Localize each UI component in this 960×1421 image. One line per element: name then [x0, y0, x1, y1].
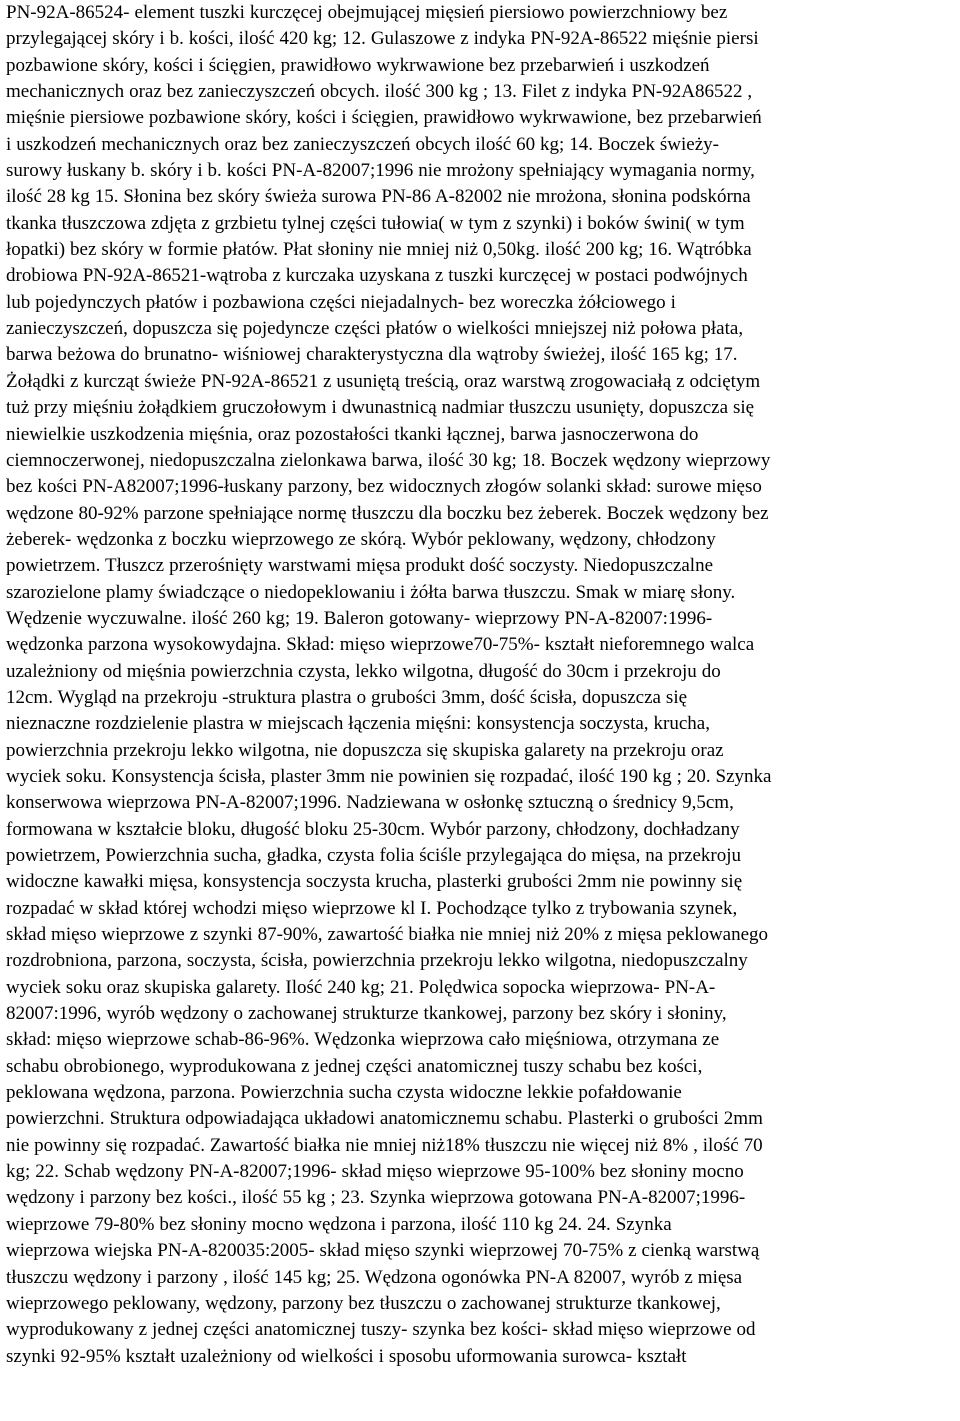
document-text-line: wyciek soku oraz skupiska galarety. Ilość 240 kg; 21. Polędwica sopocka wieprzowa- PN-A-	[6, 976, 716, 998]
document-text-line: powierzchni. Struktura odpowiadająca układowi anatomicznemu schabu. Plasterki o grubości 2mm	[6, 1108, 763, 1130]
document-text-line: wyprodukowany z jednej części anatomicznej tuszy- szynka bez kości- skład mięso wieprzowe od	[6, 1319, 756, 1341]
document-text-line: Żołądki z kurcząt świeże PN-92A-86521 z usuniętą treścią, oraz warstwą zrogowaciałą z odciętym	[6, 370, 761, 392]
document-text-line: żeberek- wędzonka z boczku wieprzowego ze skórą. Wybór peklowany, wędzony, chłodzony	[6, 528, 716, 550]
document-text-line: wędzonka parzona wysokowydajna. Skład: mięso wieprzowe70-75%- kształt nieforemnego walca	[6, 634, 755, 656]
document-text-line: wędzony i parzony bez kości., ilość 55 kg ; 23. Szynka wieprzowa gotowana PN-A-82007;1996-	[6, 1187, 746, 1209]
document-text-line: rozpadać w skład której wchodzi mięso wieprzowe kl I. Pochodzące tylko z trybowania szynek,	[6, 897, 738, 919]
document-text-line: kg; 22. Schab wędzony PN-A-82007;1996- skład mięso wieprzowe 95-100% bez słoniny mocno	[6, 1161, 744, 1183]
document-text-line: nie powinny się rozpadać. Zawartość białka nie mniej niż18% tłuszczu nie więcej niż 8% , ilość 70	[6, 1134, 763, 1156]
document-text-line: rozdrobniona, parzona, soczysta, ścisła, powierzchnia przekroju lekko wilgotna, niedopuszczalny	[6, 950, 748, 972]
document-text-line: nieznaczne rozdzielenie plastra w miejscach łączenia mięśni: konsystencja soczysta, krucha,	[6, 713, 710, 735]
document-text-line: powietrzem. Tłuszcz przerośnięty warstwami mięsa produkt dość soczysty. Niedopuszczalne	[6, 555, 714, 577]
document-text-line: mechanicznych oraz bez zanieczyszczeń obcych. ilość 300 kg ; 13. Filet z indyka PN-92A86522 ,	[6, 81, 753, 103]
document-text-line: lub pojedynczych płatów i pozbawiona części niejadalnych- bez woreczka żółciowego i	[6, 291, 676, 313]
document-text-line: konserwowa wieprzowa PN-A-82007;1996. Nadziewana w osłonkę sztuczną o średnicy 9,5cm,	[6, 792, 734, 814]
document-text-line: bez kości PN-A82007;1996-łuskany parzony, bez widocznych złogów solanki skład: surowe mięso	[6, 476, 762, 498]
document-text-line: pozbawione skóry, kości i ścięgien, prawidłowo wykrwawione bez przebarwień i uszkodzeń	[6, 54, 710, 76]
document-text-line: wieprzowa wiejska PN-A-820035:2005- skład mięso szynki wieprzowej 70-75% z cienką warstwą	[6, 1240, 760, 1262]
document-text-line: schabu obrobionego, wyprodukowana z jednej części anatomicznej tuszy schabu bez kości,	[6, 1055, 703, 1077]
document-text-line: ilość 28 kg 15. Słonina bez skóry świeża surowa PN-86 A-82002 nie mrożona, słonina podskórna	[6, 186, 751, 208]
document-text-line: formowana w kształcie bloku, długość bloku 25-30cm. Wybór parzony, chłodzony, dochładzany	[6, 818, 740, 840]
document-text-line: wędzone 80-92% parzone spełniające normę tłuszczu dla boczku bez żeberek. Boczek wędzony bez	[6, 502, 769, 524]
document-text-line: barwa beżowa do brunatno- wiśniowej charakterystyczna dla wątroby świeżej, ilość 165 kg; 17.	[6, 344, 738, 366]
document-text-line: peklowana wędzona, parzona. Powierzchnia sucha czysta widoczne lekkie pofałdowanie	[6, 1082, 682, 1104]
document-text-line: szynki 92-95% kształt uzależniony od wielkości i sposobu uformowania surowca- kształt	[6, 1345, 687, 1367]
document-text-line: surowy łuskany b. skóry i b. kości PN-A-82007;1996 nie mrożony spełniający wymagania normy,	[6, 160, 755, 182]
document-text-line: 12cm. Wygląd na przekroju -struktura plastra o grubości 3mm, dość ścisła, dopuszcza się	[6, 686, 688, 708]
document-text-line: przylegającej skóry i b. kości, ilość 420 kg; 12. Gulaszowe z indyka PN-92A-86522 mięśnie piersi	[6, 28, 759, 50]
document-text-line: szarozielone plamy świadczące o niedopeklowaniu i żółta barwa tłuszczu. Smak w miarę słony.	[6, 581, 736, 603]
document-text-line: skład mięso wieprzowe z szynki 87-90%, zawartość białka nie mniej niż 20% z mięsa peklowanego	[6, 924, 769, 946]
document-text-line: PN-92A-86524- element tuszki kurczęcej obejmującej mięsień piersiowo powierzchniowy bez	[6, 2, 728, 23]
document-text-line: łopatki) bez skóry w formie płatów. Płat słoniny nie mniej niż 0,50kg. ilość 200 kg; 16. Wątróbka	[6, 239, 752, 261]
document-text-line: mięśnie piersiowe pozbawione skóry, kości i ścięgien, prawidłowo wykrwawione, bez przebarwień	[6, 107, 762, 129]
document-text-line: 82007:1996, wyrób wędzony o zachowanej strukturze tkankowej, parzony bez skóry i słoniny,	[6, 1003, 727, 1025]
document-text-line: powierzchnia przekroju lekko wilgotna, nie dopuszcza się skupiska galarety na przekroju oraz	[6, 739, 724, 761]
document-text-line: uzależniony od mięśnia powierzchnia czysta, lekko wilgotna, długość do 30cm i przekroju do	[6, 660, 721, 682]
document-text-line: wieprzowego peklowany, wędzony, parzony bez tłuszczu o zachowanej strukturze tkankowej,	[6, 1292, 721, 1314]
document-text-line: tkanka tłuszczowa zdjęta z grzbietu tylnej części tułowia( w tym z szynki) i boków świni( w tym	[6, 212, 745, 234]
document-text-line: tuż przy mięśniu żołądkiem gruczołowym i dwunastnicą nadmiar tłuszczu usunięty, dopuszcza się	[6, 397, 755, 419]
document-text-line: powietrzem, Powierzchnia sucha, gładka, czysta folia ściśle przylegająca do mięsa, na przekroju	[6, 845, 741, 866]
document-text-line: zanieczyszczeń, dopuszcza się pojedyncze części płatów o wielkości mniejszej niż połowa płata,	[6, 318, 744, 340]
document-text-line: i uszkodzeń mechanicznych oraz bez zanieczyszczeń obcych ilość 60 kg; 14. Boczek świeży-	[6, 133, 719, 155]
document-text-line: tłuszczu wędzony i parzony , ilość 145 kg; 25. Wędzona ogonówka PN-A 82007, wyrób z mięsa	[6, 1266, 743, 1288]
document-body-text	[6, 0, 956, 1370]
document-text-line: wyciek soku. Konsystencja ścisła, plaster 3mm nie powinien się rozpadać, ilość 190 kg ; 20. Szynka	[6, 765, 772, 787]
document-text-line: drobiowa PN-92A-86521-wątroba z kurczaka uzyskana z tuszki kurczęcej w postaci podwójnych	[6, 265, 748, 287]
document-text-line: skład: mięso wieprzowe schab-86-96%. Wędzonka wieprzowa cało mięśniowa, otrzymana ze	[6, 1029, 720, 1051]
document-text-line: Wędzenie wyczuwalne. ilość 260 kg; 19. Baleron gotowany- wieprzowy PN-A-82007:1996-	[6, 607, 713, 629]
document-text-line: widoczne kawałki mięsa, konsystencja soczysta krucha, plasterki grubości 2mm nie powinny się	[6, 871, 743, 893]
document-text-line: wieprzowe 79-80% bez słoniny mocno wędzona i parzona, ilość 110 kg 24. 24. Szynka	[6, 1213, 672, 1235]
document-text-line: niewielkie uszkodzenia mięśnia, oraz pozostałości tkanki łącznej, barwa jasnoczerwona do	[6, 423, 699, 445]
document-text-line: ciemnoczerwonej, niedopuszczalna zielonkawa barwa, ilość 30 kg; 18. Boczek wędzony wieprzowy	[6, 449, 771, 471]
